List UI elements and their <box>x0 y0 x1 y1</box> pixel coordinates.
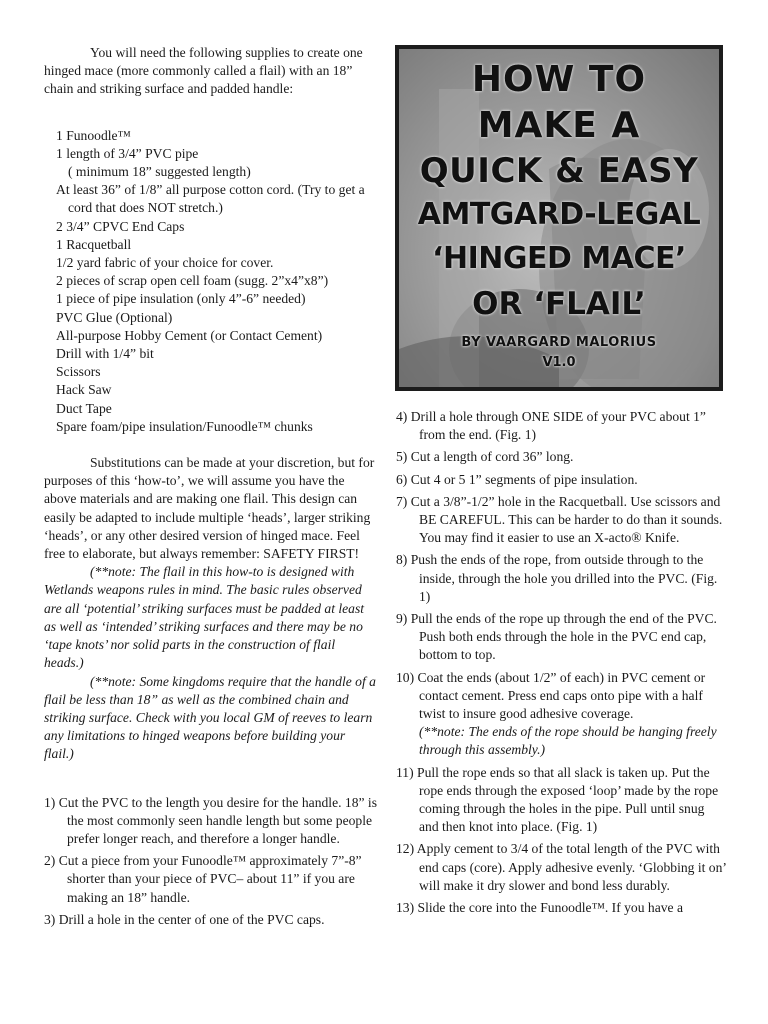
right-column <box>396 408 726 921</box>
title-line-2: MAKE A <box>477 105 641 146</box>
note-wetlands: (**note: The flail in this how-to is designed with Wetlands weapons rules in mind. The basic rules observed are all ‘potential’ striking surfaces must be padded at least as well as ‘intended’ striking surfaces and there may be no ‘tape knots’ nor solid parts in the construction of flail heads.) <box>44 564 365 671</box>
step-9-text: 9) Pull the ends of the rope up through the end of the PVC. Push both ends through the hole in the PVC end cap, bottom to top. <box>396 611 717 663</box>
step-12 <box>396 840 726 895</box>
step-11-text: 11) Pull the rope ends so that all slack is taken up. Put the rope ends through the exposed ‘loop’ made by the rope coming through the holes in the pipe. Pull until snug and then knot into place. (Fig. 1) <box>396 764 719 835</box>
supply-item: ( minimum 18” suggested length) <box>68 164 251 180</box>
supply-item: Scissors <box>56 364 101 380</box>
step-7-text: 7) Cut a 3/8”-1/2” hole in the Racquetball. Use scissors and BE CAREFUL. This can be harder to do than it sounds. You may find it easier to use an X-acto® Knife. <box>396 493 723 546</box>
step-5 <box>396 448 726 466</box>
title-line-5: ‘HINGED MACE’ <box>432 241 686 276</box>
version: V1.0 <box>542 355 576 370</box>
step-10-text: 10) Coat the ends (about 1/2” of each) in PVC cement or contact cement. Press end caps onto pipe with a half twist to insure good adhesive coverage. <box>396 669 706 722</box>
step-10-note: (**note: The ends of the rope should be hanging freely through this assembly.) <box>419 724 717 758</box>
title-line-4: AMTGARD-LEGAL <box>417 197 701 232</box>
title-box <box>395 45 723 391</box>
supply-item: Drill with 1/4” bit <box>56 346 154 362</box>
step-4-text: 4) Drill a hole through ONE SIDE of your PVC about 1” from the end. (Fig. 1) <box>396 409 706 443</box>
intro-paragraph: You will need the following supplies to create one hinged mace (more commonly called a flail) with an 18” chain and striking surface and padded handle: <box>44 45 363 97</box>
step-10 <box>396 669 726 760</box>
supply-item: At least 36” of 1/8” all purpose cotton cord. (Try to get a cord that does NOT stretch.) <box>56 182 365 216</box>
left-column <box>44 44 378 933</box>
step-13 <box>396 899 726 917</box>
supply-item: 1 Funoodle™ <box>56 127 131 143</box>
supply-item: All-purpose Hobby Cement (or Contact Cement) <box>56 327 323 343</box>
step-6 <box>396 471 726 489</box>
step-7 <box>396 493 726 548</box>
step-8-text: 8) Push the ends of the rope, from outside through to the inside, through the hole you drilled into the PVC. (Fig. 1) <box>396 552 718 604</box>
supply-item: Duct Tape <box>56 400 112 416</box>
supply-item: 2 3/4” CPVC End Caps <box>56 218 185 234</box>
supply-item: 1 length of 3/4” PVC pipe <box>56 145 199 161</box>
supply-item: PVC Glue (Optional) <box>56 309 173 325</box>
title-text <box>399 57 719 373</box>
substitutions-paragraph: Substitutions can be made at your discretion, but for purposes of this ‘how-to’, we will assume you have the above materials and are making one flail. This design can easily be adapted to include multiple ‘heads’, larger striking ‘heads’, or any other desired version of hinged mace. Feel free to elaborate, but always remember: SAFETY FIRST! <box>44 455 375 562</box>
step-3: 3) Drill a hole in the center of one of the PVC caps. <box>44 911 325 927</box>
step-2: 2) Cut a piece from your Funoodle™ approximately 7”-8” shorter than your piece of PVC– about 11” if you are making an 18” handle. <box>44 853 362 905</box>
supply-item: 1 piece of pipe insulation (only 4”-6” needed) <box>56 291 306 307</box>
step-4 <box>396 408 726 444</box>
step-5-text: 5) Cut a length of cord 36” long. <box>396 449 574 465</box>
byline: BY VAARGARD MALORIUS <box>461 335 657 350</box>
steps-right <box>396 408 726 917</box>
step-13-text: 13) Slide the core into the Funoodle™. If you have a <box>396 900 684 916</box>
step-1: 1) Cut the PVC to the length you desire for the handle. 18” is the most commonly seen handle length but some people prefer longer reach, and therefore a longer handle. <box>44 794 377 846</box>
step-6-text: 6) Cut 4 or 5 1” segments of pipe insulation. <box>396 471 638 487</box>
step-9 <box>396 610 726 665</box>
title-line-1: HOW TO <box>471 59 647 100</box>
supply-item: 1/2 yard fabric of your choice for cover. <box>56 255 274 271</box>
supply-item: Spare foam/pipe insulation/Funoodle™ chunks <box>56 418 313 434</box>
step-8 <box>396 551 726 606</box>
note-kingdoms: (**note: Some kingdoms require that the handle of a flail be less than 18” as well as the combined chain and striking surface. Check with you local GM of reeves to learn any limitations to hinged weapons before building your flail.) <box>44 673 376 762</box>
supply-item: 2 pieces of scrap open cell foam (sugg. 2”x4”x8”) <box>56 273 329 289</box>
steps-left <box>44 794 378 929</box>
step-12-text: 12) Apply cement to 3/4 of the total length of the PVC with end caps (core). Apply adhesive evenly. ‘Globbing it on’ will make it dry slower and bond less durably. <box>396 841 726 893</box>
title-line-6: OR ‘FLAIL’ <box>472 286 646 322</box>
supply-item: Hack Saw <box>56 382 112 398</box>
title-line-3: QUICK & EASY <box>419 151 699 191</box>
supplies-list <box>56 127 378 436</box>
step-11 <box>396 764 726 837</box>
supply-item: 1 Racquetball <box>56 236 132 252</box>
